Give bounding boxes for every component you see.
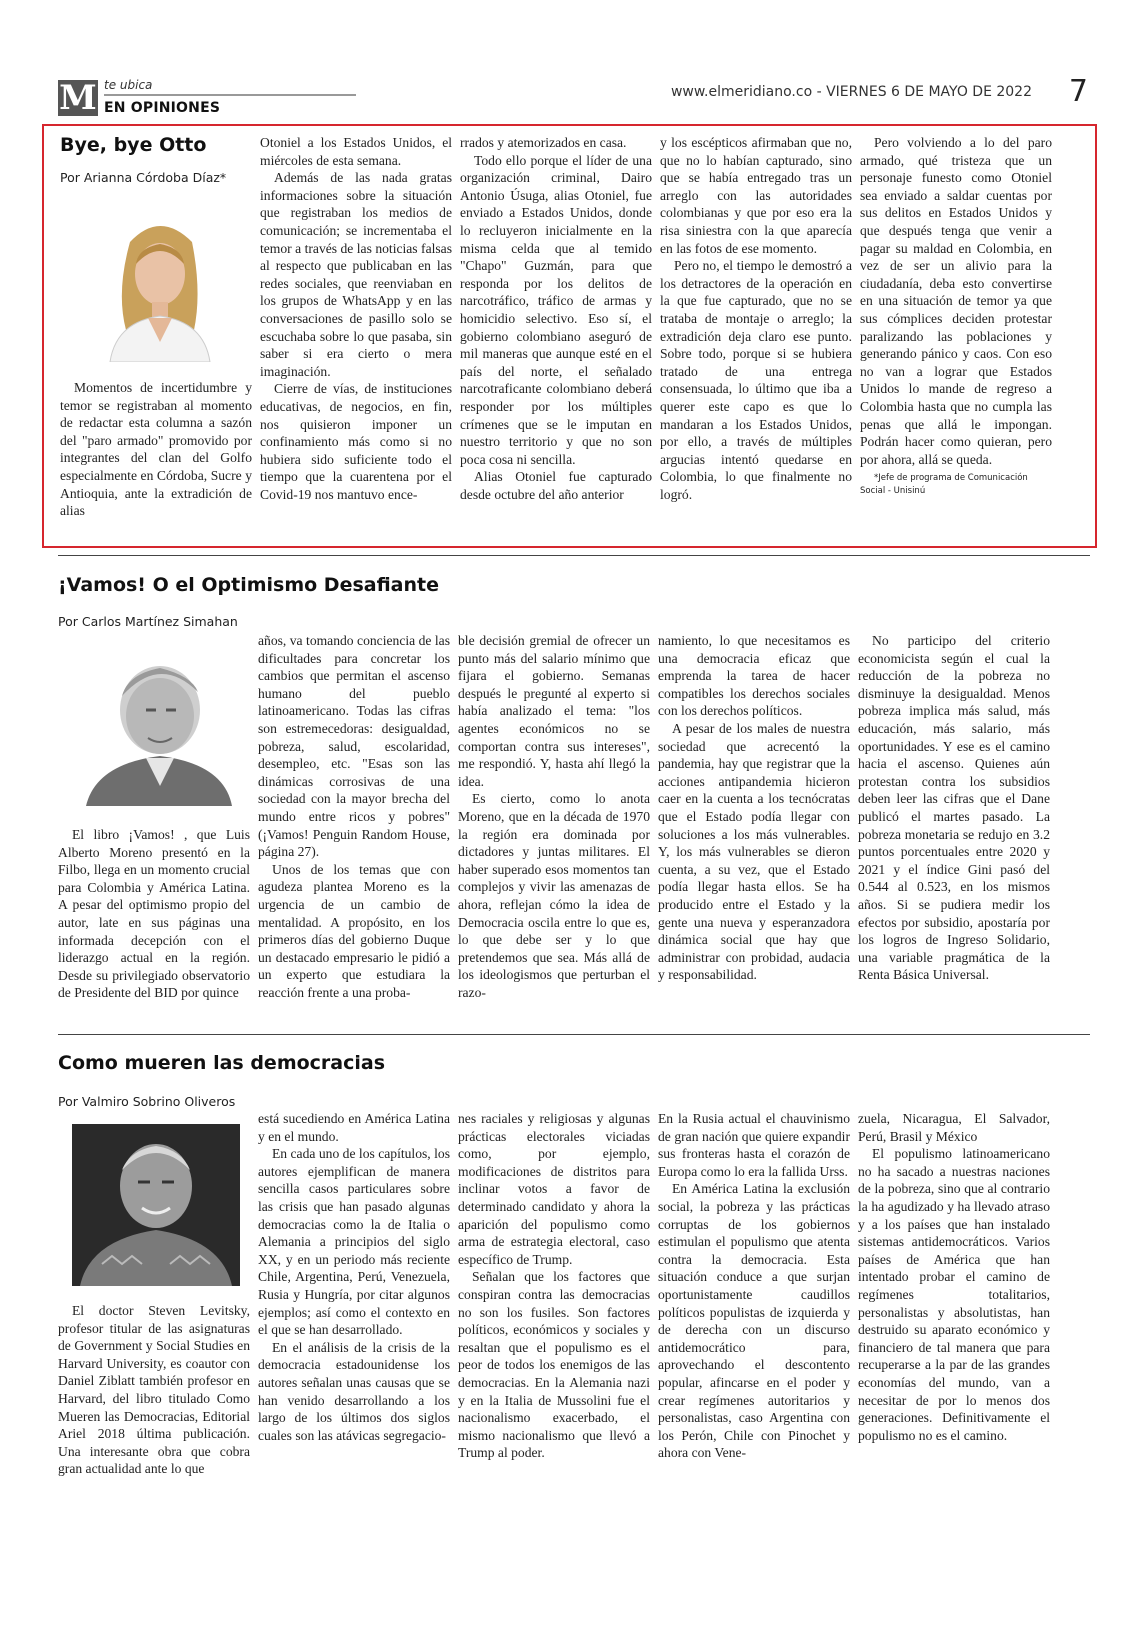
author-footnote: *Jefe de programa de Comunicación Social - Unisinú — [860, 473, 1028, 497]
logo-rule — [104, 94, 356, 96]
column-4: y los escépticos afirmaban que no, que no lo habían capturado, sino que se había entregado tras un arreglo con las autoridades colombianas y que por eso era la risa siniestra con la que aparecía en las fotos de ese momento. Pero no, el tiempo le demostró a los detractores de la operación en la que fue capturado, que no se trataba de montaje o arreglo; la extradición deja claro ese punto. Sobre todo, porque si se hubiera tratado de una entrega consensuada, lo último que iba a querer este capo es que lo mandaran a los Estados Unidos, por ello, a través de múltiples argucias intentó quedarse en Colombia, lo que finalmente no logró. — [660, 135, 852, 502]
article-byline: Por Carlos Martínez Simahan — [58, 614, 238, 629]
column-1: El libro ¡Vamos! , que Luis Alberto Moreno presentó en la Filbo, llega en un momento crucial para Colombia y América Latina. A pesar del optimismo propio del autor, late en sus páginas una informada decepción con el liderazgo actual en la región. Desde su privilegiado observatorio de Presidente del BID por quince — [58, 827, 250, 1001]
article-title: Bye, bye Otto — [60, 134, 207, 156]
author-photo — [76, 646, 238, 806]
section-name: EN OPINIONES — [104, 100, 221, 116]
column-3: ble decisión gremial de ofrecer un punto más del salario mínimo que fijara el gobierno. Semanas después le pregunté al experto si había analizado el tema: "los agentes económicos no se comportan contra sus intereses", me respondió. Y, hasta ahí llegó la idea. Es cierto, como lo anota Moreno, que en la década de 1970 la región era dominada por dictadores y juntas militares. El haber superado esos momentos tan complejos y vivir las amenazas de ahora, reflejan cómo la idea de Democracia oscila entre lo que es, lo que debe ser y lo que pretendemos que sea. Más allá de los ideologismos que perturban el razo- — [458, 633, 650, 1000]
article-title: ¡Vamos! O el Optimismo Desafiante — [58, 574, 439, 596]
logo-tagline: te ubica — [104, 78, 153, 92]
author-portrait-woman-icon — [90, 212, 230, 362]
column-2: años, va tomando conciencia de las dificultades para concretar los cambios que permitan el ascenso humano del pueblo latinoamericano. Todas las cifras son estremecedoras: desigualdad, pobreza, salud, escolaridad, desempleo, etc. "Esas son las dinámicas corrosivas de una sociedad con la mayor brecha del mundo entre ricos y pobres" (¡Vamos! Penguin Random House, página 27). Unos de los temas que con agudeza plantea Moreno es la urgencia de un cambio de mentalidad. A propósito, en los primeros días del gobierno Duque un destacado empresario le pidió a un experto que estudiara la reacción frente a una proba- — [258, 633, 450, 1000]
article-title: Como mueren las democracias — [58, 1052, 386, 1074]
column-5: zuela, Nicaragua, El Salvador, Perú, Brasil y México El populismo latinoamericano no ha sacado a nuestras naciones de la pobreza, sino que al contrario la ha agudizado y ha llevado atraso y a los países que han instalado sistemas antidemocráticos. Varios países de América que han intentado probar el camino de regímenes totalitarios, personalistas y absolutistas, han destruido su aparato económico y financiero de tal manera que para recuperarse a la par de las grandes economías del mundo, van a necesitar de por lo menos dos generaciones. Definitivamente el populismo no es el camino. — [858, 1111, 1050, 1443]
column-5: Pero volviendo a lo del paro armado, qué tristeza que un personaje funesto como Otoniel sea enviado a saldar cuentas por sus delitos en Estados Unidos y que después tenga que venir a pagar su maldad en Colombia, en vez de ser un alivio para la ciudadanía, deba esto convertirse en una situación de temor ya que sus cómplices deciden protestar paralizando las poblaciones y generando pánico y caos. Con eso no van a lograr que Estados Unidos lo mande de regreso a Colombia hasta que no cumpla las penas que allá le impongan. Podrán hacer como quieran, pero por ahora, allá se queda. *Jefe de programa de Comunicación Social - Unisinú — [860, 135, 1052, 497]
page-number: 7 — [1068, 74, 1088, 109]
author-photo — [90, 212, 230, 362]
column-3: rrados y atemorizados en casa. Todo ello porque el líder de una organización criminal, Dairo Antonio Úsuga, alias Otoniel, fue enviado a Estados Unidos, donde lo recluyeron inicialmente en la misma celda que al temido "Chapo" Guzmán, para que responda por los delitos de narcotráfico, tráfico de armas y homicidio selectivo. Eso sí, el gobierno colombiano aseguró de mil maneras que aunque esté en el país del norte, el señalado narcotraficante colombiano deberá responder por los múltiples crímenes que se le imputan en nuestro territorio y que no son poca cosa ni sencilla. Alias Otoniel fue capturado desde octubre del año anterior — [460, 135, 652, 502]
article-vamos-optimismo[interactable] — [42, 560, 1097, 1020]
column-1: El doctor Steven Levitsky, profesor titular de las asignaturas de Government y Social Studies en Harvard University, es coautor con Daniel Ziblatt también profesor en Harvard, del libro titulado Como Mueren las Democracias, Editorial Ariel 2018 última publicación. Una interesante obra que cobra gran actualidad ante lo que — [58, 1303, 250, 1477]
column-5: No participo del criterio economicista según el cual la reducción de la pobreza no disminuye la desigualdad. Menos pobreza implica más salud, más educación, más salario, más oportunidades. Y ese es el camino hacia el ascenso. Quienes aún protestan contra los subsidios deben leer las cifras que el Dane publicó el martes pasado. La pobreza monetaria se redujo en 3.2 puntos porcentuales entre 2020 y 2021 y el índice Gini pasó del 0.544 al 0.523, en los mismos años. Si se pudiera medir los efectos por subsidio, apostaría por los logros de Ingreso Solidario, una variable pragmática de la Renta Básica Universal. — [858, 633, 1050, 983]
author-photo — [72, 1124, 240, 1286]
author-portrait-man-icon — [72, 1124, 240, 1286]
column-2: está sucediendo en América Latina y en el mundo. En cada uno de los capítulos, los autores ejemplifican de manera sencilla casos particulares sobre las crisis que han pasado algunas democracias como la de Italia o Alemania a principios del siglo XX, y en un periodo más reciente Chile, Argentina, Perú, Venezuela, Rusia y Hungría, por citar algunos ejemplos; así como el contexto en el que se han desarrollado. En el análisis de la crisis de la democracia estadounidense los autores señalan unas causas que se han venido desarrollando a los largo de los últimos dos siglos cuales son las atávicas segregacio- — [258, 1111, 450, 1443]
author-portrait-man-icon — [76, 646, 238, 806]
page-header — [58, 74, 1088, 118]
article-byline: Por Arianna Córdoba Díaz* — [60, 170, 227, 185]
article-como-mueren-democracias[interactable] — [42, 1040, 1097, 1600]
article-byline: Por Valmiro Sobrino Oliveros — [58, 1094, 236, 1109]
column-2: Otoniel a los Estados Unidos, el miércoles de esta semana. Además de las nada gratas informaciones sobre la situación que registraban los medios de comunicación; se incrementaba el temor a través de las noticias falsas al respecto que publicaban en las redes sociales, que reenviaban en los grupos de WhatsApp y en las conversaciones de pasillo solo se escuchaba sobre lo que pasaba, sin saber si era cierto o mera imaginación. Cierre de vías, de instituciones educativas, de negocios, en fin, nos quisieron imponer un confinamiento más como si no hubiera sido suficiente todo el tiempo que la cuarentena por el Covid-19 nos mantuvo ence- — [260, 135, 452, 502]
section-divider — [58, 555, 1090, 556]
site-and-date: www.elmeridiano.co - VIERNES 6 DE MAYO DE 2022 — [670, 84, 1032, 100]
column-3: nes raciales y religiosas y algunas prácticas electorales viciadas como, por ejemplo, modificaciones de distritos para inclinar votos a favor de determinado candidato y ahora la aparición del populismo como arma de estrategia electoral, caso específico de Trump. Señalan que los factores que conspiran contra las democracias no son los fusiles. Son factores políticos, económicos y sociales y resaltan que el populismo es el peor de todos los enemigos de las democracias. En la Alemania nazi y en la Italia de Mussolini fue el nacionalismo exacerbado, el mismo nacionalismo que llevó a Trump al poder. — [458, 1111, 650, 1461]
article-bye-bye-otto[interactable] — [42, 124, 1097, 548]
column-4: namiento, lo que necesitamos es una democracia eficaz que emprenda la tarea de hacer compatibles los derechos sociales con los derechos políticos. A pesar de los males de nuestra sociedad que acrecentó la pandemia, hay que registrar que la acciones antipandemia hicieron caer en la cuenta a los tecnócratas que el Estado podía llegar con soluciones a los más vulnerables. Y, los más vulnerables se dieron cuenta, a su vez, que el Estado podía llegar hasta ellos. Se ha producido entre el Estado y la gente una nueva y esperanzadora dinámica social que hay que administrar con probidad, audacia y responsabilidad. — [658, 633, 850, 983]
masthead-logo: M — [59, 78, 97, 118]
section-divider — [58, 1034, 1090, 1035]
column-4: En la Rusia actual el chauvinismo de gran nación que quiere expandir sus fronteras hasta el corazón de Europa como lo era la fallida Urss. En América Latina la exclusión social, la pobreza y las prácticas corruptas de los gobiernos estimulan el populismo que atenta contra la democracia. Esta situación conduce a que surjan oportunistamente caudillos políticos populistas de izquierda y de derecha con un discurso antidemocrático para, aprovechando el descontento popular, afincarse en el poder y crear regímenes autoritarios y personalistas, caso Argentina con los Perón, Chile con Pinochet y ahora con Vene- — [658, 1111, 850, 1461]
column-1: Momentos de incertidumbre y temor se registraban al momento de redactar esta columna a sazón del "paro armado" promovido por integrantes del clan del Golfo especialmente en Córdoba, Sucre y Antioquia, ante la extradición de alias — [60, 380, 252, 519]
